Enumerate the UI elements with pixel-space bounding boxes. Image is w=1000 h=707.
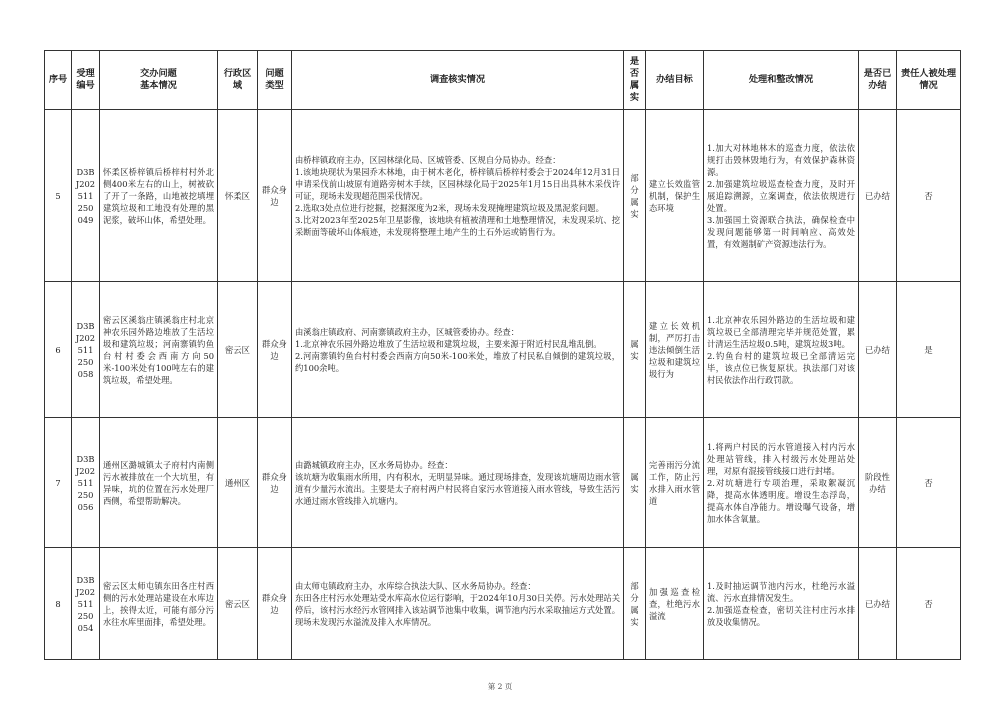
row-no: 7 bbox=[45, 418, 72, 548]
table-row bbox=[45, 110, 961, 282]
row-type: 群众身边 bbox=[258, 110, 292, 282]
row-district: 密云区 bbox=[218, 548, 258, 660]
header-row bbox=[45, 51, 961, 110]
header-verified: 是否属实 bbox=[624, 51, 646, 110]
row-district: 通州区 bbox=[218, 418, 258, 548]
table-row bbox=[45, 548, 961, 660]
row-district: 密云区 bbox=[218, 282, 258, 418]
row-problem: 密云区溪翁庄镇溪翁庄村北京神农乐园外路边堆放了生活垃圾和建筑垃圾；河南寨镇钓鱼台村村委会西南方向50米-100米处有100吨左右的建筑垃圾，希望处理。 bbox=[100, 282, 218, 418]
row-investigation: 由溪翁庄镇政府、河南寨镇政府主办，区城管委协办。经查： 1.北京神农乐园外路边堆放了生活垃圾和建筑垃圾，主要来源于附近村民乱堆乱倒。 2.河南寨镇钓鱼台村村委会西南方向50米-100米处，堆放了村民私自倾倒的建筑垃圾，约100余吨。 bbox=[292, 282, 624, 418]
header-district: 行政区域 bbox=[218, 51, 258, 110]
row-rectification: 1.加大对林地林木的巡查力度，依法依规打击毁林毁地行为，有效保护森林资源。 2.加强建筑垃圾巡查检查力度，及时开展追踪溯源，立案调查，依法依规进行处置。 3.加强国土资源联合执法，确保检查中发现问题能够第一时间响应、高效处置，有效遏制矿产资源违法行为。 bbox=[704, 110, 859, 282]
row-punished: 是 bbox=[897, 282, 961, 418]
row-type: 群众身边 bbox=[258, 548, 292, 660]
table-row bbox=[45, 418, 961, 548]
row-rectification: 1.及时抽运调节池内污水，杜绝污水溢流、污水直排情况发生。 2.加强巡查检查，密切关注村庄污水排放及收集情况。 bbox=[704, 548, 859, 660]
row-goal: 加强巡查检查，杜绝污水溢流 bbox=[646, 548, 704, 660]
row-investigation: 由太师屯镇政府主办，水库综合执法大队、区水务局协办。经查： 东田各庄村污水处理站受水库高水位运行影响，于2024年10月30日关停。污水处理站关停后，该村污水经污水管网排入该站调节池集中收集，调节池内污水采取抽运方式处置。现场未发现污水溢流及排入水库情况。 bbox=[292, 548, 624, 660]
row-verified: 部分属实 bbox=[624, 110, 646, 282]
row-type: 群众身边 bbox=[258, 282, 292, 418]
row-rectification: 1.北京神农乐园外路边的生活垃圾和建筑垃圾已全部清理完毕并规范处置，累计清运生活垃圾0.5吨，建筑垃圾3吨。 2.钓鱼台村的建筑垃圾已全部清运完毕，该点位已恢复原状。执法部门对该村民依法作出行政罚款。 bbox=[704, 282, 859, 418]
row-punished: 否 bbox=[897, 548, 961, 660]
header-investigation: 调查核实情况 bbox=[292, 51, 624, 110]
row-problem: 通州区潞城镇太子府村内南侧污水被排放在一个大坑里，有异味，坑的位置在污水处理厂西侧，希望帮助解决。 bbox=[100, 418, 218, 548]
row-verified: 属实 bbox=[624, 282, 646, 418]
row-no: 8 bbox=[45, 548, 72, 660]
header-punished: 责任人被处理情况 bbox=[897, 51, 961, 110]
row-investigation: 由潞城镇政府主办，区水务局协办。经查： 该坑塘为收集雨水所用，内有积水，无明显异味。通过现场排查，发现该坑塘周边雨水管道有少量污水流出。主要是太子府村两户村民将自家污水管道接入雨水管线，导致生活污水通过雨水管线排入坑塘内。 bbox=[292, 418, 624, 548]
row-problem: 怀柔区桥梓镇后桥梓村村外北侧400米左右的山上，树被砍了开了一条路，山地被挖填埋建筑垃圾和工地没有处理的黑泥浆，破坏山体，希望处理。 bbox=[100, 110, 218, 282]
row-goal: 建立长效监管机制，保护生态环境 bbox=[646, 110, 704, 282]
row-no: 6 bbox=[45, 282, 72, 418]
row-code: D3BJ202511250049 bbox=[72, 110, 100, 282]
row-no: 5 bbox=[45, 110, 72, 282]
header-type: 问题类型 bbox=[258, 51, 292, 110]
row-punished: 否 bbox=[897, 110, 961, 282]
complaint-table bbox=[44, 50, 961, 660]
header-code: 受理编号 bbox=[72, 51, 100, 110]
row-goal: 完善雨污分流工作，防止污水排入雨水管道 bbox=[646, 418, 704, 548]
row-problem: 密云区太师屯镇东田各庄村西侧的污水处理站建设在水库边上，挨得太近，可能有部分污水往水库里面排，希望处理。 bbox=[100, 548, 218, 660]
row-code: D3BJ202511250054 bbox=[72, 548, 100, 660]
row-rectification: 1.将两户村民的污水管道接入村内污水处理站管线，排入村级污水处理站处理，对原有混接管线接口进行封堵。 2.对坑塘进行专项治理，采取絮凝沉降，提高水体透明度。增设生态浮岛，提高水体自净能力。增设曝气设备，增加水体含氧量。 bbox=[704, 418, 859, 548]
header-problem: 交办问题 基本情况 bbox=[100, 51, 218, 110]
row-punished: 否 bbox=[897, 418, 961, 548]
table-row bbox=[45, 282, 961, 418]
row-verified: 部分属实 bbox=[624, 548, 646, 660]
row-district: 怀柔区 bbox=[218, 110, 258, 282]
page-number: 第 2 页 bbox=[487, 682, 513, 691]
row-code: D3BJ202511250058 bbox=[72, 282, 100, 418]
header-no: 序号 bbox=[45, 51, 72, 110]
row-code: D3BJ202511250056 bbox=[72, 418, 100, 548]
header-rectification: 处理和整改情况 bbox=[704, 51, 859, 110]
row-verified: 属实 bbox=[624, 418, 646, 548]
header-done: 是否已办结 bbox=[859, 51, 897, 110]
row-goal: 建立长效机制，严厉打击违法倾倒生活垃圾和建筑垃圾行为 bbox=[646, 282, 704, 418]
row-done: 已办结 bbox=[859, 548, 897, 660]
row-type: 群众身边 bbox=[258, 418, 292, 548]
row-investigation: 由桥梓镇政府主办，区园林绿化局、区城管委、区规自分局协办。经查： 1.该地块现状为果园乔木林地，由于树木老化，桥梓镇后桥梓村委会于2024年12月31日申请采伐前山坡原有道路旁树木手续，区园林绿化局于2025年1月15日出具林木采伐许可证，现场未发现超范围采伐情况。 2.选取3处点位进行挖掘，挖掘深度为2米，现场未发现掩埋建筑垃圾及黑泥浆问题。 3.比对2023年至2025年卫星影像，该地块有植被清理和土地整理情况，未发现采坑、挖采断面等破坏山体痕迹，未发现将整理土地产生的土石外运或销售行为。 bbox=[292, 110, 624, 282]
row-done: 已办结 bbox=[859, 282, 897, 418]
header-goal: 办结目标 bbox=[646, 51, 704, 110]
row-done: 已办结 bbox=[859, 110, 897, 282]
row-done: 阶段性办结 bbox=[859, 418, 897, 548]
